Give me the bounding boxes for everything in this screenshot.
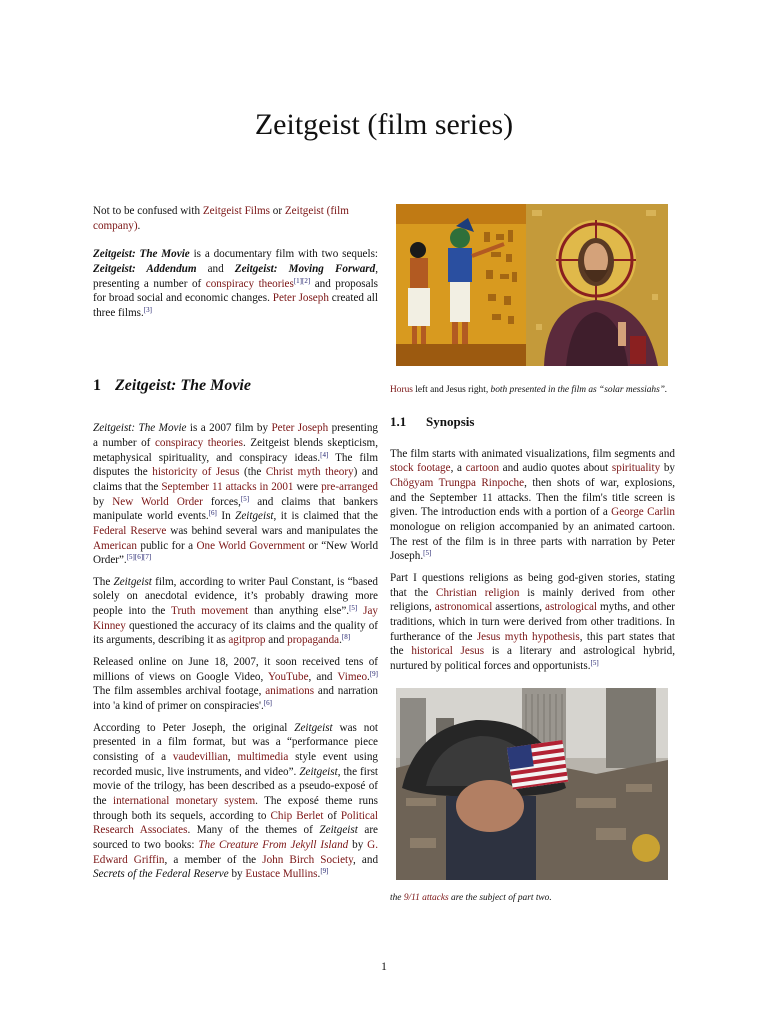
text: , a member of the: [164, 853, 263, 866]
hatnote-text: or: [270, 205, 285, 217]
link[interactable]: vaudevillian: [172, 751, 228, 764]
figure-caption: [390, 384, 675, 396]
text: forces,: [202, 495, 241, 508]
link[interactable]: Jesus myth hypothesis: [476, 630, 580, 643]
subsection-title: Synopsis: [426, 414, 475, 429]
text: .: [339, 634, 342, 647]
intro-text: is a documentary film with two sequels:: [189, 248, 378, 261]
intro-text: Zeitgeist: Addendum: [93, 262, 197, 275]
text: is a 2007 film by: [186, 422, 272, 435]
ref-link[interactable]: [9]: [320, 867, 329, 876]
ref-link[interactable]: [6]: [208, 509, 217, 518]
figure-horus-jesus[interactable]: [396, 204, 668, 366]
text: Zeitgeist: [319, 824, 358, 837]
link[interactable]: September 11 attacks in 2001: [161, 480, 294, 493]
link[interactable]: John Birch Society: [262, 853, 354, 866]
link[interactable]: Christian religion: [436, 586, 520, 599]
text: Zeitgeist: [299, 765, 338, 778]
paragraph-1: [93, 421, 378, 568]
link[interactable]: [198, 839, 348, 851]
link[interactable]: spirituality: [611, 462, 661, 475]
link[interactable]: cartoon: [465, 462, 500, 475]
link-911-attacks[interactable]: 9/11 attacks: [403, 892, 449, 903]
text: . Many of the themes of: [187, 824, 320, 837]
right-column: [390, 204, 675, 904]
link[interactable]: Peter Joseph: [271, 422, 329, 435]
text: Zeitgeist: [235, 510, 274, 523]
link-text[interactable]: The Creature From Jekyll Island: [198, 838, 349, 851]
text: questioned the accuracy of its claims and the quality of its arguments, describing it as: [93, 619, 378, 647]
intro-text: Zeitgeist: Moving Forward: [234, 262, 376, 275]
ref-link[interactable]: [8]: [341, 633, 351, 642]
text: According to Peter Joseph, the original: [93, 721, 295, 734]
text: , and: [353, 853, 379, 866]
caption-text: left and Jesus: [412, 385, 469, 395]
link[interactable]: Christ myth theory: [265, 466, 354, 479]
paragraph-2: [93, 575, 378, 648]
text: , a: [450, 462, 466, 475]
section-heading: [93, 376, 378, 394]
ref-link[interactable]: [5]: [349, 604, 358, 613]
hatnote-text: .: [137, 219, 141, 232]
subsection-number: 1.1: [390, 414, 407, 429]
section-title: Zeitgeist: The Movie: [115, 376, 251, 394]
link-horus[interactable]: Horus: [390, 385, 413, 395]
caption-text: right: [468, 385, 486, 395]
text: of: [323, 809, 341, 822]
link[interactable]: George Carlin: [611, 506, 675, 519]
link[interactable]: propaganda: [287, 634, 340, 647]
ref-link[interactable]: [3]: [143, 305, 152, 314]
text: are sourced to two books:: [93, 824, 378, 851]
intro-text: created all three films.: [93, 292, 378, 319]
intro-text: Zeitgeist: The Movie: [93, 248, 190, 261]
ref-link[interactable]: [5]: [590, 658, 599, 667]
text: Part I questions religions as being god-given stories, stating that the: [390, 571, 675, 599]
ref-link[interactable]: [4]: [320, 450, 329, 459]
link[interactable]: Chögyam Trungpa Rinpoche: [390, 476, 525, 489]
text: In: [216, 510, 236, 523]
intro-text: and proposals for broad social and economic changes.: [93, 277, 379, 305]
text: public for a: [136, 539, 197, 552]
link[interactable]: Eustace Mullins: [245, 868, 318, 881]
link[interactable]: Vimeo: [337, 670, 368, 683]
text: Zeitgeist: [113, 575, 152, 588]
text: The film disputes the: [93, 451, 378, 479]
link[interactable]: agitprop: [228, 634, 266, 647]
text: by: [228, 868, 246, 881]
caption-text: , both presented in the film as “solar messiahs”.: [485, 385, 668, 395]
text: Released online on June 18, 2007, it soon received tens of millions of views on Google Video,: [93, 656, 378, 683]
link[interactable]: YouTube: [267, 670, 309, 683]
text: by: [93, 495, 113, 508]
link[interactable]: stock footage: [390, 462, 451, 475]
link[interactable]: pre-arranged: [321, 480, 378, 493]
page-number: 1: [381, 961, 387, 973]
left-column: [93, 204, 378, 889]
text: , the first movie of the trilogy, has been described as a pseudo-exposé of the: [93, 765, 378, 807]
text: film, according to writer Paul Constant, is “based solely on anecdotal evidence, it’s probably drawing more people into the: [93, 575, 379, 618]
link-peter-joseph[interactable]: Peter Joseph: [272, 292, 329, 305]
intro-text: , presenting a number of: [93, 262, 378, 290]
caption-text: the: [390, 892, 404, 903]
text: by: [348, 838, 368, 851]
link-zeitgeist-film-company[interactable]: Zeitgeist (film company): [93, 205, 349, 232]
link[interactable]: historical Jesus: [411, 645, 485, 658]
ref-link[interactable]: [5]: [240, 494, 250, 503]
link[interactable]: G. Edward Griffin: [93, 838, 379, 866]
synopsis-paragraph-2: [390, 571, 675, 674]
figure-911[interactable]: [396, 688, 668, 880]
link-zeitgeist-films[interactable]: Zeitgeist Films: [202, 205, 270, 217]
link[interactable]: Political Research Associates: [93, 809, 378, 837]
text: than anything else”.: [248, 605, 350, 618]
link[interactable]: international monetary system: [113, 795, 256, 807]
horus-jesus-image: [396, 204, 668, 366]
ref-link[interactable]: [9]: [369, 669, 378, 678]
text: were: [293, 480, 322, 493]
link[interactable]: historicity of Jesus: [152, 466, 240, 479]
link[interactable]: animations: [265, 685, 315, 698]
text: Zeitgeist: [294, 721, 333, 734]
link-conspiracy-theories[interactable]: conspiracy theories: [205, 277, 294, 290]
text: presenting a number of: [93, 422, 378, 449]
text: and claims that bankers manipulate world events.: [93, 495, 378, 523]
text: (the: [239, 466, 266, 479]
link[interactable]: Jay Kinney: [93, 605, 378, 632]
link[interactable]: Federal Reserve: [93, 524, 167, 537]
paragraph-3: [93, 655, 378, 714]
text: and narration into 'a kind of primer on conspiracies'.: [93, 685, 378, 713]
ref-link[interactable]: [5]: [423, 549, 432, 558]
text: or “New World Order”.: [93, 539, 379, 567]
link[interactable]: American: [93, 539, 137, 552]
text: was behind several wars and manipulates the: [166, 524, 378, 537]
text: , this part states that the: [390, 630, 675, 658]
text: ) and claims that the: [93, 466, 378, 493]
text: The: [93, 575, 114, 588]
link[interactable]: New World Order: [112, 495, 203, 508]
link[interactable]: One World Government: [196, 539, 306, 552]
paragraph-4: [93, 721, 378, 882]
text: myths, and other traditions, which in turn were derived from other traditions. In furtherance of the: [390, 601, 675, 643]
figure-caption-911: [390, 892, 675, 904]
text: and: [265, 634, 288, 647]
synopsis-paragraph-1: [390, 447, 675, 564]
text: monologue on religion accompanied by an animated cartoon. The rest of the film is in three parts with narration by Peter Joseph.: [390, 520, 675, 563]
text: . The exposé theme runs through both its sequels, according to: [93, 795, 378, 822]
intro-paragraph: [93, 247, 378, 320]
text: .: [317, 868, 321, 881]
text: .: [367, 670, 370, 683]
text: The film starts with animated visualizations, film segments and: [390, 447, 675, 460]
text: , it is claimed that the: [273, 510, 378, 523]
text: ,: [227, 751, 238, 764]
text: , and: [308, 670, 338, 683]
text: The film assembles archival footage,: [93, 685, 266, 698]
ref-link[interactable]: [6]: [263, 699, 272, 708]
text: is a literary and astrological hybrid, nurtured by political forces and opportunists.: [390, 645, 675, 672]
text: Secrets of the Federal Reserve: [93, 868, 229, 881]
page-title: Zeitgeist (film series): [254, 108, 514, 141]
text: was not presented in a film format, but was a “performance piece consisting of a: [93, 721, 378, 764]
link[interactable]: Truth movement: [171, 605, 249, 618]
link[interactable]: astronomical: [434, 601, 493, 614]
ref-link[interactable]: [5][6][7]: [126, 553, 152, 562]
text: and audio quotes about: [499, 462, 612, 475]
link[interactable]: Chip Berlet: [270, 809, 324, 822]
text: . Zeitgeist blends skepticism, metaphysical spirituality, and conspiracy ideas.: [93, 436, 378, 464]
hatnote: [93, 204, 378, 233]
section-number: 1: [93, 376, 101, 394]
link[interactable]: astrological: [545, 601, 598, 614]
text: style event using recorded music, live instruments, and video”.: [93, 751, 378, 778]
ref-link[interactable]: [1][2]: [293, 276, 311, 285]
text: by: [660, 462, 675, 475]
link[interactable]: multimedia: [237, 751, 289, 764]
caption-text: are the subject of part two.: [448, 892, 552, 903]
text: is mainly derived from other religions,: [390, 586, 675, 614]
link[interactable]: conspiracy theories: [154, 436, 244, 449]
text: , then shots of war, explosions, and the September 11 attacks. Then the film's title screen is given. The introduction ends with a portion of a: [390, 476, 675, 519]
hatnote-text: Not to be confused with: [93, 205, 203, 217]
text: assertions,: [492, 601, 546, 614]
text: Zeitgeist: The Movie: [93, 422, 187, 435]
firefighter-911-image: [396, 688, 668, 880]
intro-text: and: [196, 262, 235, 275]
subsection-heading: [390, 415, 675, 430]
